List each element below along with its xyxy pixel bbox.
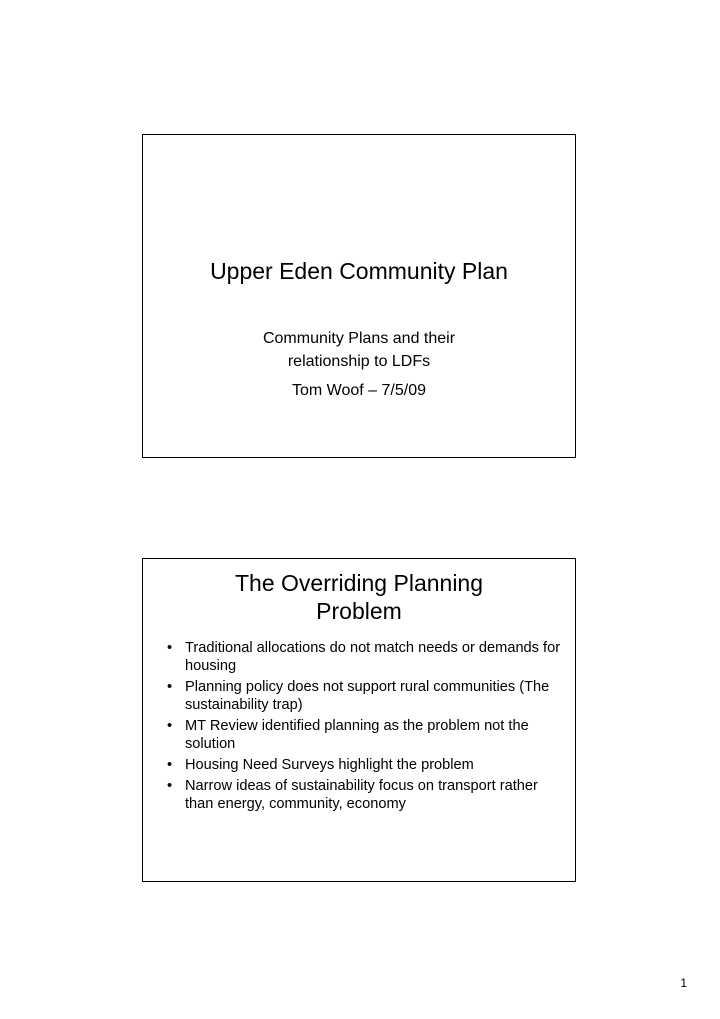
page-number: 1 <box>680 976 687 990</box>
list-item <box>167 639 565 675</box>
bullet-list <box>167 639 565 816</box>
list-item <box>167 756 565 774</box>
bullet-text: Housing Need Surveys highlight the problem <box>185 757 474 773</box>
slide-heading <box>143 569 575 625</box>
heading-line-2: Problem <box>316 598 402 624</box>
bullet-text: Traditional allocations do not match needs or demands for housing <box>185 640 561 674</box>
bullet-icon: • <box>167 778 173 794</box>
slide-subtitle <box>143 327 575 373</box>
subtitle-line-1: Community Plans and their <box>262 330 456 347</box>
bullet-text: Narrow ideas of sustainability focus on transport rather than energy, community, economy <box>185 778 538 812</box>
slide-title-upper-eden <box>142 134 576 458</box>
subtitle-line-2: relationship to LDFs <box>287 353 431 370</box>
bullet-text: Planning policy does not support rural communities (The sustainability trap) <box>185 679 550 713</box>
slide-title: Upper Eden Community Plan <box>210 258 508 284</box>
slide-overriding-planning-problem <box>142 558 576 882</box>
bullet-icon: • <box>167 757 173 773</box>
author-date: Tom Woof – 7/5/09 <box>292 382 426 399</box>
bullet-icon: • <box>167 718 173 734</box>
bullet-icon: • <box>167 679 173 695</box>
bullet-text: MT Review identified planning as the problem not the solution <box>185 718 529 752</box>
list-item <box>167 678 565 714</box>
list-item <box>167 777 565 813</box>
bullet-icon: • <box>167 640 173 656</box>
list-item <box>167 717 565 753</box>
heading-line-1: The Overriding Planning <box>234 570 484 596</box>
